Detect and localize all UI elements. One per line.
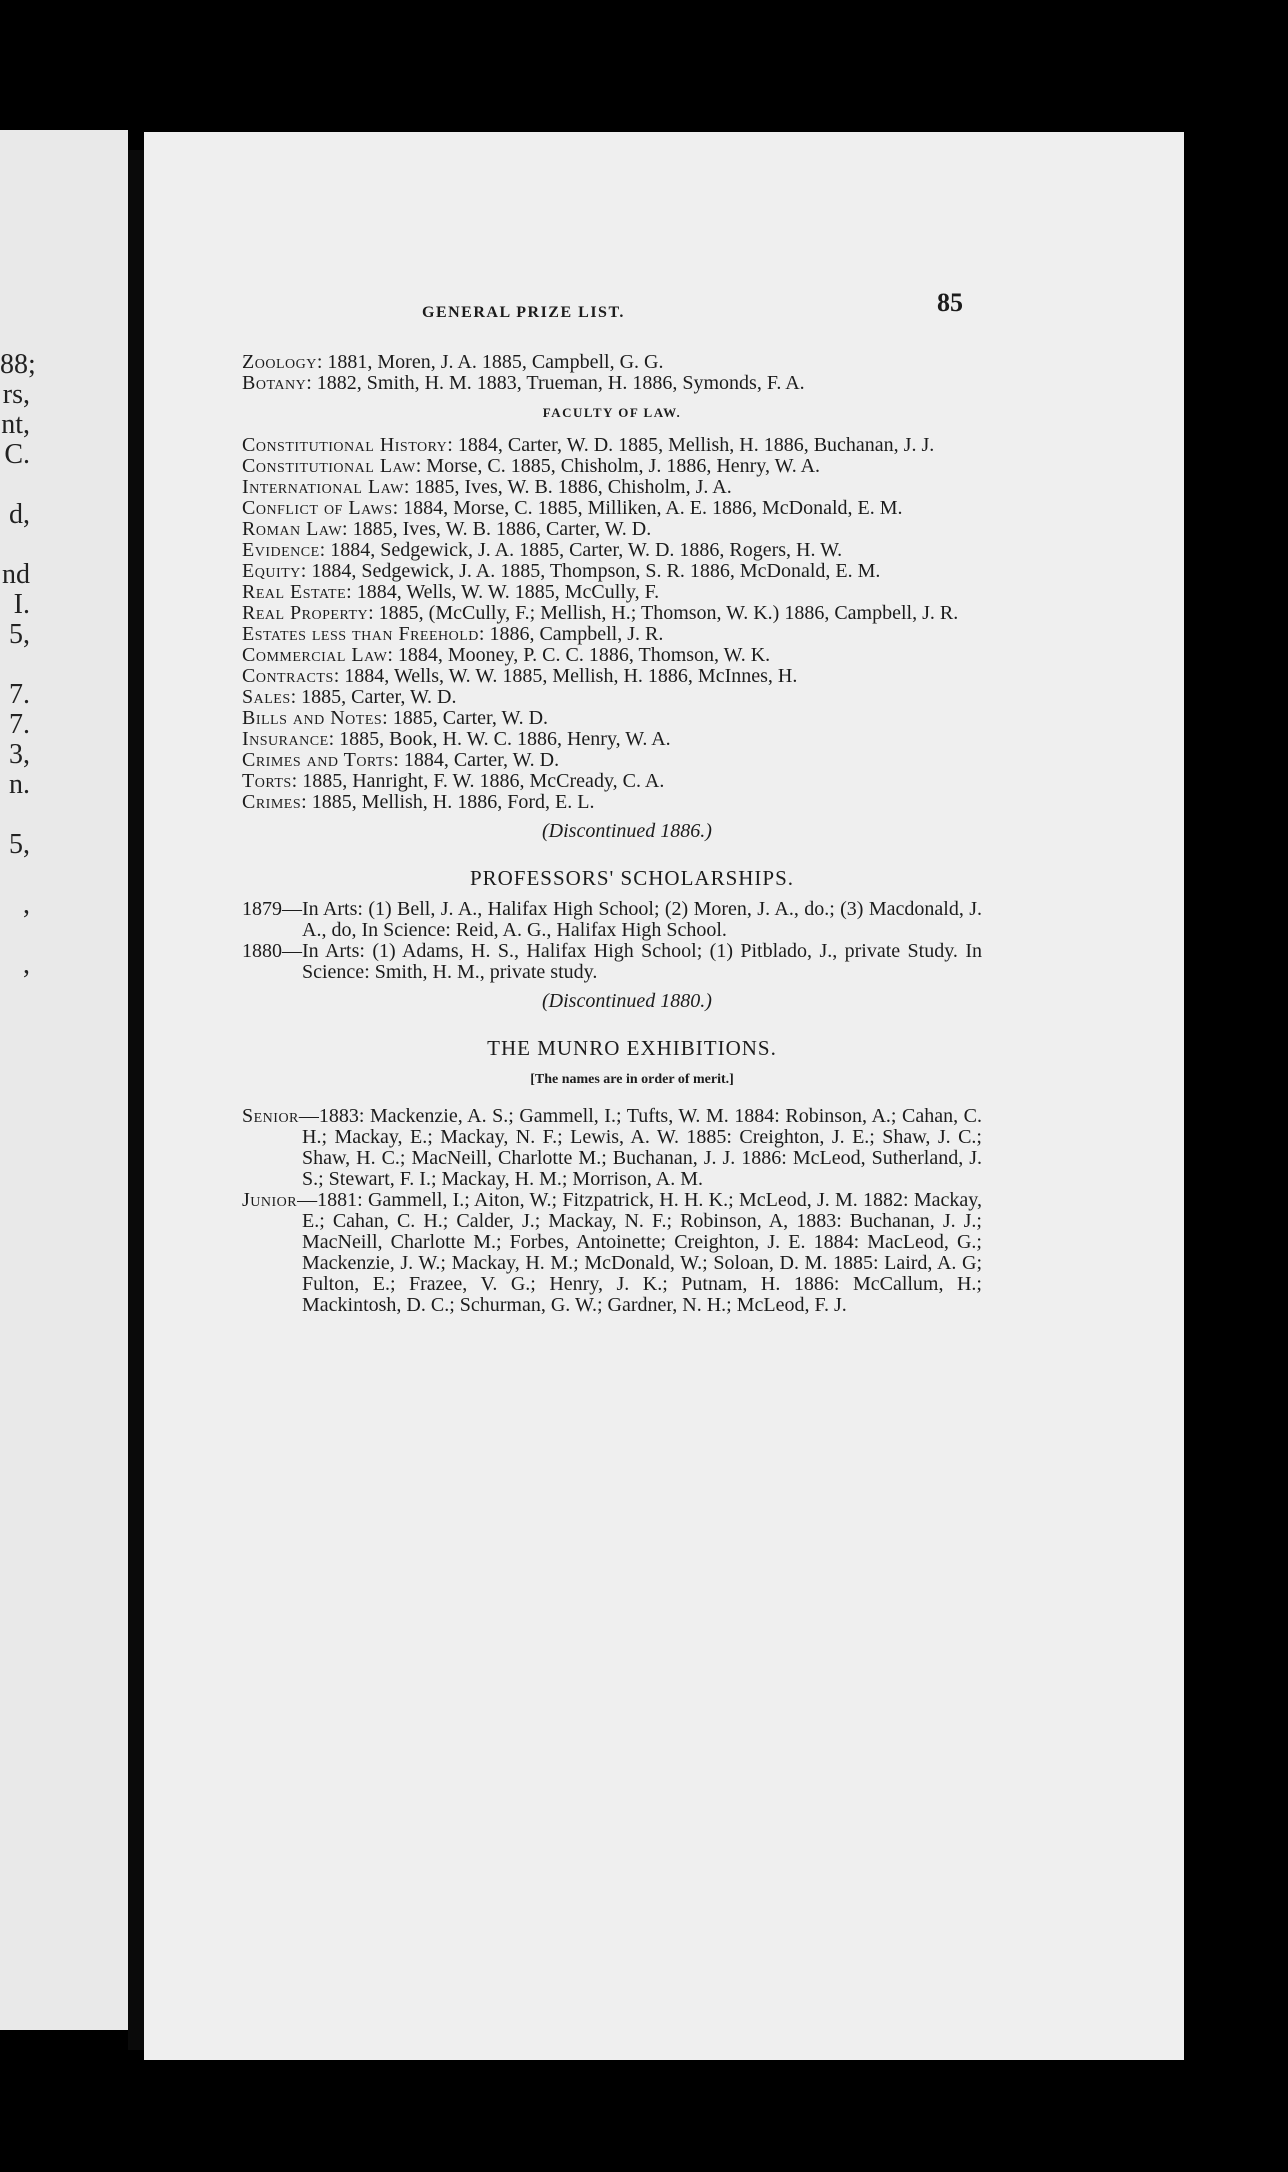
entry-text: : 1885, (McCully, F.; Mellish, H.; Thomson, W. K.) 1886, Campbell, J. R.	[368, 602, 959, 624]
entry-label: Sales	[242, 686, 291, 708]
entry-text: —In Arts: (1) Bell, J. A., Halifax High School; (2) Moren, J. A., do.; (3) Macdonald, J. A., do, In Science: Reid, A. G., Halifax High School.	[282, 898, 982, 941]
edge-text-line: nd	[2, 559, 30, 590]
entry-text: : Morse, C. 1885, Chisholm, J. 1886, Henry, W. A.	[415, 455, 821, 477]
entry-label: Conflict of Laws	[242, 497, 393, 519]
edge-text-line: I.	[13, 589, 30, 620]
entry-label: Roman Law	[242, 518, 343, 540]
prize-entry	[242, 687, 982, 708]
running-head	[242, 288, 982, 352]
entry-text: : 1884, Carter, W. D. 1885, Mellish, H. 1886, Buchanan, J. J.	[447, 434, 935, 456]
prize-entry	[242, 435, 982, 456]
entry-label: Constitutional History	[242, 434, 448, 456]
edge-text-line: 7.	[9, 679, 30, 710]
entry-label: 1879	[242, 898, 282, 920]
entry-label: Botany	[242, 372, 307, 394]
edge-text-line: nt,	[1, 409, 30, 440]
entry-label: Evidence	[242, 539, 320, 561]
edge-text-line	[0, 470, 30, 500]
entry-text: —In Arts: (1) Adams, H. S., Halifax High School; (1) Pitblado, J., private Study. In Science: Smith, H. M., private study.	[282, 940, 982, 983]
previous-page-edge-text	[0, 349, 36, 980]
prize-entry	[242, 561, 982, 582]
entry-label: International Law	[242, 476, 404, 498]
edge-text-line	[0, 650, 30, 680]
edge-text-line: C.	[4, 439, 30, 470]
entry-label: 1880	[242, 940, 282, 962]
entry-label: Real Property	[242, 602, 369, 624]
law-discontinued-note: (Discontinued 1886.)	[542, 820, 712, 842]
entry-label: Real Estate	[242, 581, 347, 603]
entry-text: : 1885, Mellish, H. 1886, Ford, E. L.	[301, 791, 595, 813]
entry-text: : 1882, Smith, H. M. 1883, Trueman, H. 1886, Symonds, F. A.	[306, 372, 805, 394]
page-85	[144, 132, 1184, 2060]
entry-text: : 1885, Ives, W. B. 1886, Chisholm, J. A.	[403, 476, 732, 498]
entry-text: : 1884, Sedgewick, J. A. 1885, Thompson, S. R. 1886, McDonald, E. M.	[300, 560, 881, 582]
prize-entry	[242, 771, 982, 792]
running-head-title: GENERAL PRIZE LIST.	[422, 304, 625, 321]
entry-label: Constitutional Law	[242, 455, 416, 477]
entry-text: : 1885, Carter, W. D.	[382, 707, 549, 729]
prize-entry	[242, 352, 982, 373]
entry-text: : 1885, Carter, W. D.	[290, 686, 457, 708]
prize-entry	[242, 792, 982, 813]
entry-label: Crimes and Torts	[242, 749, 394, 771]
professors-discontinued-note: (Discontinued 1880.)	[542, 990, 712, 1012]
entry-text: : 1885, Book, H. W. C. 1886, Henry, W. A.	[328, 728, 671, 750]
entry-text: : 1885, Ives, W. B. 1886, Carter, W. D.	[342, 518, 652, 540]
prize-entry	[242, 645, 982, 666]
prize-entry	[242, 603, 982, 624]
page-number: 85	[937, 288, 963, 317]
book-binding	[128, 150, 144, 2050]
edge-text-line: ,	[23, 949, 30, 980]
faculty-of-law-heading: FACULTY OF LAW.	[542, 405, 682, 420]
prize-entry	[242, 941, 982, 983]
edge-text-line: 5,	[9, 829, 30, 860]
edge-text-line	[0, 530, 30, 560]
edge-text-line: 7.	[9, 709, 30, 740]
professors-scholarships-heading: PROFESSORS' SCHOLARSHIPS.	[469, 866, 795, 890]
edge-text-line	[0, 920, 30, 950]
entry-label: Insurance	[242, 728, 329, 750]
professors-scholarships	[242, 899, 982, 983]
edge-text-line: 3,	[9, 739, 30, 770]
edge-text-line: n.	[9, 769, 30, 800]
prize-entry	[242, 624, 982, 645]
entry-label: Crimes	[242, 791, 302, 813]
entry-label: Bills and Notes	[242, 707, 383, 729]
prize-entry	[242, 373, 982, 394]
entry-text: —1883: Mackenzie, A. S.; Gammell, I.; Tufts, W. M. 1884: Robinson, A.; Cahan, C. H.; Mackay, E.; Mackay, N. F.; Lewis, A. W. 1885: Creighton, J. E.; Shaw, J. C.; Shaw, H. C.; MacNeill, Charlotte M.; Buchanan, J. J. 1886: McLeod, Sutherland, J. S.; Stewart, F. I.; Mackay, H. M.; Morrison, A. M.	[298, 1105, 982, 1190]
edge-text-line: rs,	[2, 379, 30, 410]
prize-entry	[242, 666, 982, 687]
munro-exhibitions-heading: THE MUNRO EXHIBITIONS.	[487, 1036, 777, 1060]
edge-text-line: 5,	[9, 619, 30, 650]
entry-text: —1881: Gammell, I.; Aiton, W.; Fitzpatrick, H. H. K.; McLeod, J. M. 1882: Mackay, E.; Cahan, C. H.; Calder, J.; Mackay, N. F.; Robinson, A, 1883: Buchanan, J. J.; MacNeill, Charlotte M.; Forbes, Antoinette; Creighton, J. E. 1884: MacLeod, G.; Mackenzie, J. W.; Mackay, H. M.; McDonald, W.; Soloan, D. M. 1885: Laird, A. G; Fulton, E.; Frazee, V. G.; Henry, J. K.; Putnam, H. 1886: McCallum, H.; Mackintosh, D. C.; Schurman, G. W.; Gardner, N. H.; McLeod, F. J.	[297, 1189, 982, 1316]
entry-text: : 1884, Mooney, P. C. C. 1886, Thomson, W. K.	[387, 644, 771, 666]
prize-entry	[242, 540, 982, 561]
prize-entry	[242, 498, 982, 519]
law-prizes	[242, 435, 982, 813]
prize-entry	[242, 708, 982, 729]
prize-entry	[242, 729, 982, 750]
edge-text-line	[0, 800, 30, 830]
prize-entry	[242, 456, 982, 477]
edge-text-line: ,	[23, 889, 30, 920]
entry-text: : 1886, Campbell, J. R.	[478, 623, 664, 645]
entry-text: : 1881, Moren, J. A. 1885, Campbell, G. G.	[316, 351, 664, 373]
entry-text: : 1884, Wells, W. W. 1885, Mellish, H. 1886, McInnes, H.	[333, 665, 798, 687]
science-prizes	[242, 352, 982, 394]
prize-entry	[242, 1190, 982, 1316]
entry-label: Senior	[242, 1105, 299, 1127]
entry-label: Commercial Law	[242, 644, 388, 666]
entry-text: : 1885, Hanright, F. W. 1886, McCready, C. A.	[291, 770, 665, 792]
munro-exhibitions	[242, 1106, 982, 1316]
entry-label: Contracts	[242, 665, 334, 687]
prize-entry	[242, 477, 982, 498]
edge-text-line	[0, 860, 30, 890]
entry-text: : 1884, Sedgewick, J. A. 1885, Carter, W. D. 1886, Rogers, H. W.	[319, 539, 843, 561]
entry-text: : 1884, Carter, W. D.	[393, 749, 560, 771]
entry-text: : 1884, Wells, W. W. 1885, McCully, F.	[346, 581, 660, 603]
entry-label: Torts	[242, 770, 292, 792]
prize-entry	[242, 750, 982, 771]
entry-label: Estates less than Freehold	[242, 623, 479, 645]
prize-entry	[242, 1106, 982, 1190]
prize-entry	[242, 582, 982, 603]
prize-entry	[242, 519, 982, 540]
edge-text-line: 88;	[0, 349, 36, 380]
entry-label: Equity	[242, 560, 301, 582]
edge-text-line: d,	[9, 499, 30, 530]
merit-order-note: [The names are in order of merit.]	[530, 1072, 734, 1087]
entry-label: Junior	[242, 1189, 298, 1211]
entry-text: : 1884, Morse, C. 1885, Milliken, A. E. 1886, McDonald, E. M.	[392, 497, 903, 519]
page-content	[242, 288, 982, 1316]
prize-entry	[242, 899, 982, 941]
entry-label: Zoology	[242, 351, 317, 373]
